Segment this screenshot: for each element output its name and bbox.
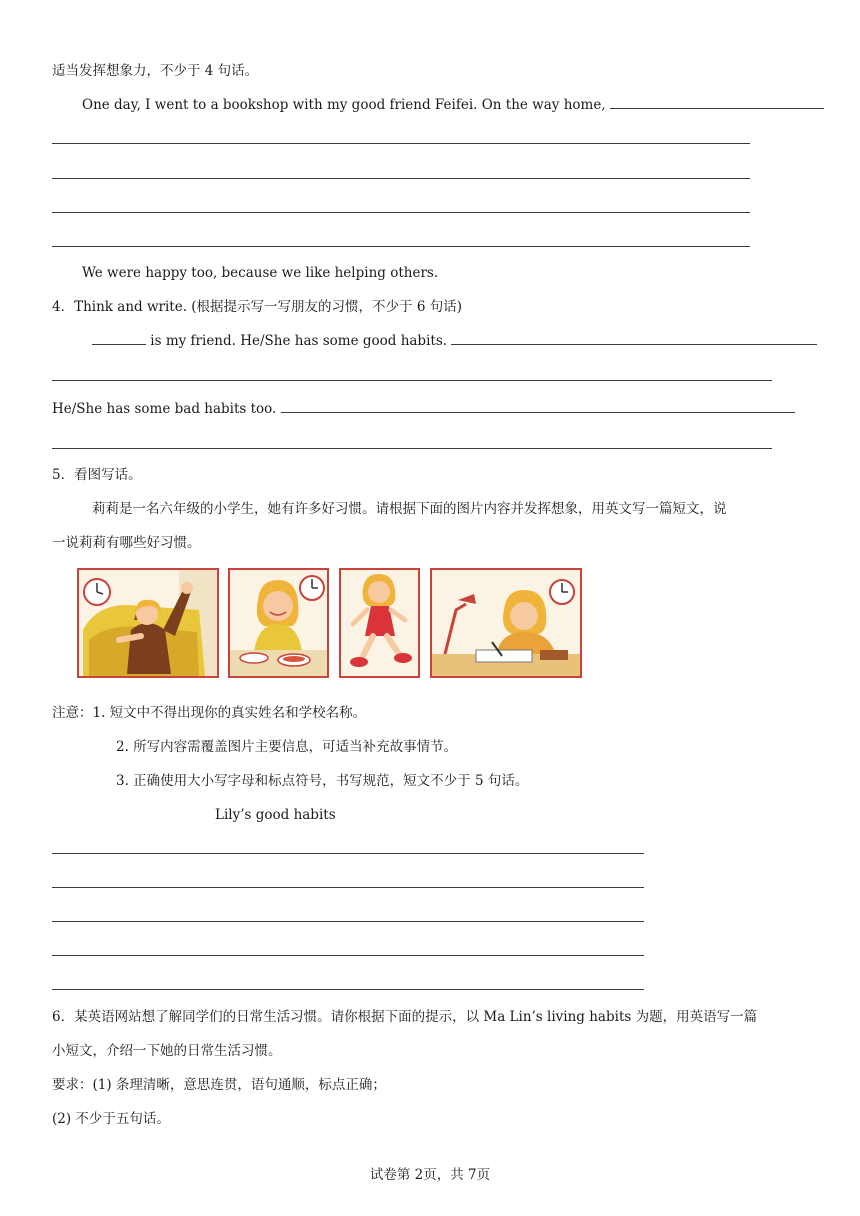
answer-line[interactable]: [52, 887, 644, 888]
section3-opening-text: One day, I went to a bookshop with my good friend Feifei. On the way home,: [82, 97, 606, 113]
section3-instruction: 适当发挥想象力，不少于 4 句话。: [52, 63, 259, 79]
girl-running-icon: [341, 570, 418, 676]
section4-line1-text: is my friend. He/She has some good habits.: [150, 333, 448, 349]
note-3: 3. 正确使用大小写字母和标点符号，书写规范，短文不少于 5 句话。: [116, 773, 529, 789]
answer-blank[interactable]: [451, 332, 817, 345]
section4-line2: [52, 400, 795, 418]
answer-line[interactable]: [52, 448, 772, 449]
picture-waking-up: [77, 568, 219, 678]
section5-prompt-line2: 一说莉莉有哪些好习惯。: [52, 535, 201, 551]
section4-line1: [92, 332, 817, 350]
section6-prompt-line2: 小短文，介绍一下她的日常生活习惯。: [52, 1043, 282, 1059]
note-label: 注意：: [52, 705, 93, 721]
answer-line[interactable]: [52, 853, 644, 854]
picture-running: [339, 568, 420, 678]
girl-waking-up-in-bed-icon: [79, 570, 217, 676]
girl-doing-homework-icon: [432, 570, 580, 676]
answer-blank[interactable]: [281, 400, 795, 413]
answer-line[interactable]: [52, 921, 644, 922]
section3-opening-line: [82, 96, 824, 114]
answer-line[interactable]: [52, 955, 644, 956]
section3-closing: We were happy too, because we like helping others.: [82, 265, 439, 281]
note-1: 1. 短文中不得出现你的真实姓名和学校名称。: [92, 705, 367, 721]
answer-blank[interactable]: [610, 96, 824, 109]
section4-line2-text: He/She has some bad habits too.: [52, 401, 277, 417]
section6-prompt-line1: 6．某英语网站想了解同学们的日常生活习惯。请你根据下面的提示，以 Ma Lin’s living habits 为题，用英语写一篇: [52, 1009, 758, 1025]
section6-requirement-2: (2) 不少于五句话。: [52, 1111, 170, 1127]
section6-requirement-1: 要求：(1) 条理清晰，意思连贯，语句通顺，标点正确；: [52, 1077, 386, 1093]
picture-doing-homework: [430, 568, 582, 678]
note-line-1: [52, 704, 366, 722]
essay-title: Lily’s good habits: [215, 807, 336, 823]
girl-eating-breakfast-icon: [230, 570, 327, 676]
answer-line[interactable]: [52, 246, 750, 247]
answer-line[interactable]: [52, 212, 750, 213]
note-2: 2. 所写内容需覆盖图片主要信息，可适当补充故事情节。: [116, 739, 458, 755]
section5-heading: 5．看图写话。: [52, 467, 142, 483]
answer-line[interactable]: [52, 989, 644, 990]
page-footer: 试卷第 2页，共 7页: [369, 1167, 491, 1183]
friend-name-blank[interactable]: [92, 332, 146, 345]
answer-line[interactable]: [52, 143, 750, 144]
picture-eating-breakfast: [228, 568, 329, 678]
answer-line[interactable]: [52, 178, 750, 179]
answer-line[interactable]: [52, 380, 772, 381]
section4-heading: 4．Think and write. (根据提示写一写朋友的习惯，不少于 6 句话): [52, 299, 462, 315]
section5-prompt-line1: 莉莉是一名六年级的小学生，她有许多好习惯。请根据下面的图片内容并发挥想象，用英文写一篇短文，说: [92, 501, 727, 517]
